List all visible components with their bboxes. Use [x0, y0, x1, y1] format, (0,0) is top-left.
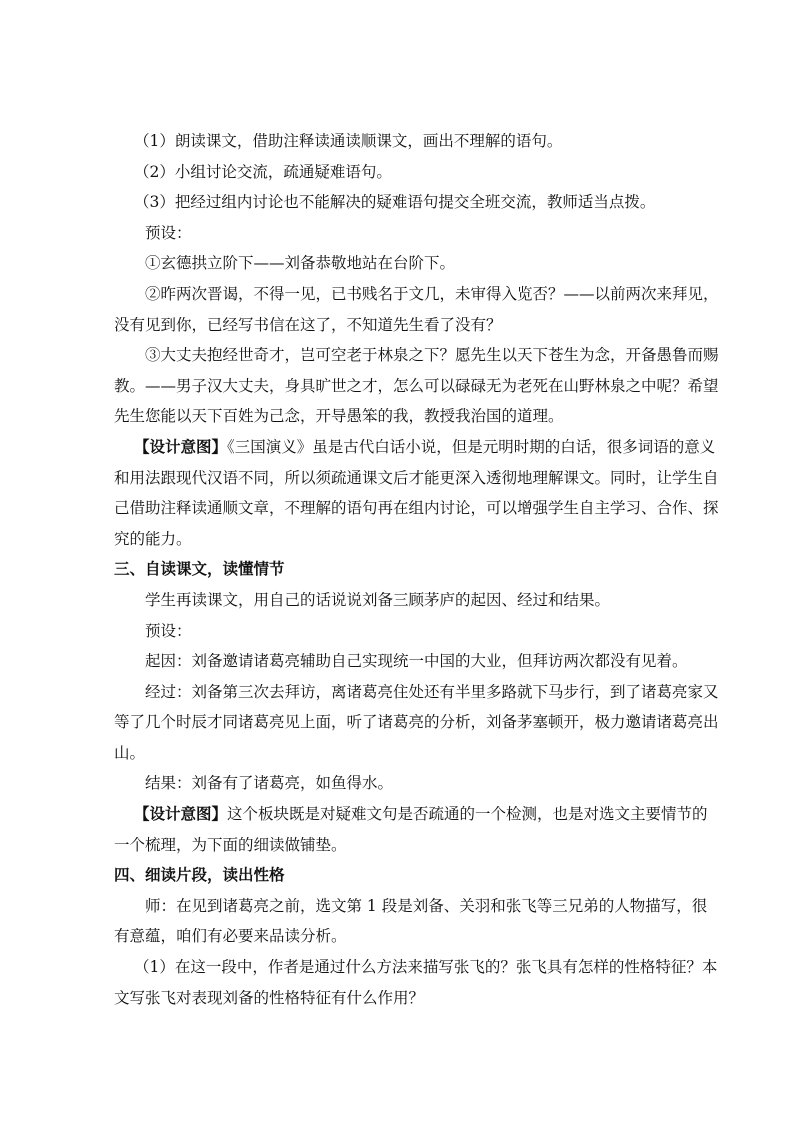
paragraph-cause: 起因：刘备邀请诸葛亮辅助自己实现统一中国的大业，但拜访两次都没有见着。 — [145, 652, 688, 671]
paragraph-design-intent-2 — [114, 799, 720, 860]
paragraph-reread: 学生再读课文，用自己的话说说刘备三顾茅庐的起因、经过和结果。 — [145, 590, 611, 609]
section-heading-3: 三、自读课文，读懂情节 — [114, 560, 285, 579]
paragraph-step-1: （1）朗读课文，借助注释读通读顺课文，画出不理解的语句。 — [134, 132, 563, 150]
design-intent-text-2: 这个板块既是对疑难文句是否疏通的一个检测，也是对选文主要情节的一个梳理，为下面的细读做铺垫。 — [114, 805, 708, 854]
paragraph-example-2: ②昨两次晋谒，不得一见，已书贱名于文几，未审得入览否？——以前两次来拜见，没有见到你，已经写书信在这了，不知道先生看了没有？ — [114, 284, 719, 334]
paragraph-preset-label: 预设： — [145, 223, 192, 242]
design-intent-tag-2: 【设计意图】 — [134, 804, 228, 824]
design-intent-tag: 【设计意图】 — [134, 436, 228, 456]
paragraph-example-3: ③大丈夫抱经世奇才，岂可空老于林泉之下？愿先生以天下苍生为念，开备愚鲁而赐教。——男子汉大丈夫，身具旷世之才，怎么可以碌碌无为老死在山野林泉之中呢？希望先生您能以天下百姓为己念，开导愚笨的我，教授我治国的道理。 — [114, 346, 719, 426]
document-body — [114, 126, 720, 1013]
paragraph-process: 经过：刘备第三次去拜访，离诸葛亮住处还有半里多路就下马步行，到了诸葛亮家又等了几个时辰才同诸葛亮见上面，听了诸葛亮的分析，刘备茅塞顿开，极力邀请诸葛亮出山。 — [114, 682, 719, 762]
paragraph-example-1: ①玄德拱立阶下——刘备恭敬地站在台阶下。 — [145, 254, 456, 273]
paragraph-step-3: （3）把经过组内讨论也不能解决的疑难语句提交全班交流，教师适当点拨。 — [134, 193, 656, 212]
paragraph-question-1: （1）在这一段中，作者是通过什么方法来描写张飞的？张飞具有怎样的性格特征？本文写张飞对表现刘备的性格特征有什么作用？ — [114, 958, 718, 1007]
paragraph-step-2: （2）小组讨论交流，疏通疑难语句。 — [134, 162, 392, 181]
section-heading-4: 四、细读片段，读出性格 — [114, 866, 285, 885]
paragraph-design-intent-1 — [114, 432, 720, 554]
design-intent-text: 《三国演义》虽是古代白话小说，但是元明时期的白话，很多词语的意义和用法跟现代汉语不同，所以须疏通课文后才能更深入透彻地理解课文。同时，让学生自己借助注释读通顺文章，不理解的语句再在组内讨论，可以增强学生自主学习、合作、探究的能力。 — [114, 437, 719, 548]
paragraph-preset-label-2: 预设： — [145, 621, 192, 640]
paragraph-result: 结果：刘备有了诸葛亮，如鱼得水。 — [145, 774, 394, 793]
paragraph-teacher: 师：在见到诸葛亮之前，选文第 1 段是刘备、关羽和张飞等三兄弟的人物描写，很有意蕴，咱们有必要来品读分析。 — [114, 896, 708, 946]
